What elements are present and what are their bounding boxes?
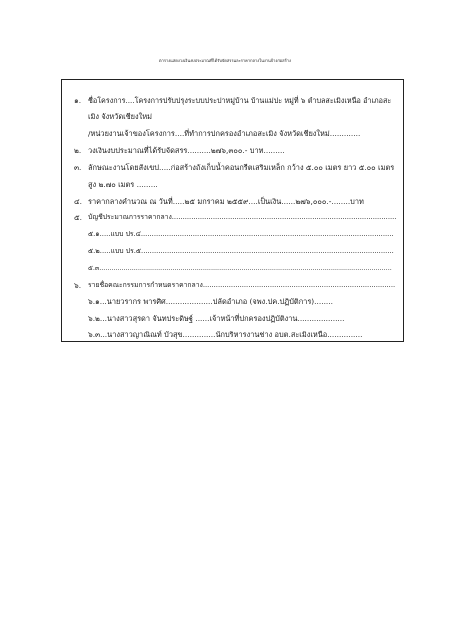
item-3-number: ๓.: [74, 163, 82, 172]
item-4-line-1: ราคากลางคำนวณ ณ วันที่.....๒๕ มกราคม ๒๕๕๙....เป็นเงิน......๒๗๖,๐๐๐.-........บาท: [88, 197, 364, 206]
item-6-line-1: รายชื่อคณะกรรมการกำหนดราคากลาง.........................................................................................: [88, 281, 396, 289]
item-1-line-2: เมิง จังหวัดเชียงใหม่: [88, 112, 152, 121]
item-6-line-3: ๖.๒...นางสาวสุรดา จันทประดิษฐ์ ......เจ้าหน้าที่ปกครองปฏิบัติงาน....................: [88, 314, 345, 323]
item-5-line-1: บัญชีประมาณการราคากลาง........................................................................................................: [88, 213, 397, 221]
item-1-line-3: /หน่วยงานเจ้าของโครงการ....ที่ทำการปกครองอำเภอสะเมิง จังหวัดเชียงใหม่.............: [88, 129, 361, 138]
item-3-line-1: ลักษณะงานโดยสังเขป.....ก่อสร้างถังเก็บน้ำคอนกรีตเสริมเหล็ก กว้าง ๕.๐๐ เมตร ยาว ๕.๐๐ เมตร: [88, 163, 395, 172]
item-3-line-2: สูง ๒.๗๐ เมตร .........: [88, 180, 158, 189]
item-2-number: ๒.: [74, 146, 82, 155]
content-box: [61, 79, 404, 342]
item-1-line-1: ชื่อโครงการ....โครงการปรับปรุงระบบประปาหมู่บ้าน บ้านแม่ปะ หมู่ที่ ๖ ตำบลสะเมิงเหนือ อำเภอสะ: [88, 96, 392, 105]
item-6-line-4: ๖.๓...นางสาวญาณิณท์ บัวสุข..............นักบริหารงานช่าง อบต.สะเมิงเหนือ...............: [88, 330, 363, 339]
document-title: ตารางแสดงวงเงินงบประมาณที่ได้รับจัดสรรและราคากลางในงานจ้างก่อสร้าง: [159, 58, 291, 63]
item-6-line-2: ๖.๑...นายวรากร พารศิศ....................ปลัดอำเภอ (จพง.ปค.ปฏิบัติการ)........: [88, 297, 333, 306]
item-4-number: ๔.: [74, 197, 82, 206]
item-6-number: ๖.: [74, 281, 82, 290]
item-5-line-2: ๕.๑.....แบบ ปร.๔.....................................................................................................................: [88, 230, 394, 238]
item-5-line-3: ๕.๒.....แบบ ปร.๕.....................................................................................................................: [88, 247, 394, 255]
item-2-line-1: วงเงินงบประมาณที่ได้รับจัดสรร..........๒๗๖,๓๐๐.- บาท.........: [88, 146, 285, 155]
item-5-number: ๕.: [74, 213, 82, 222]
item-1-number: ๑.: [74, 96, 82, 105]
item-5-line-4: ๕.๓................................................................................................................................................: [88, 264, 392, 272]
